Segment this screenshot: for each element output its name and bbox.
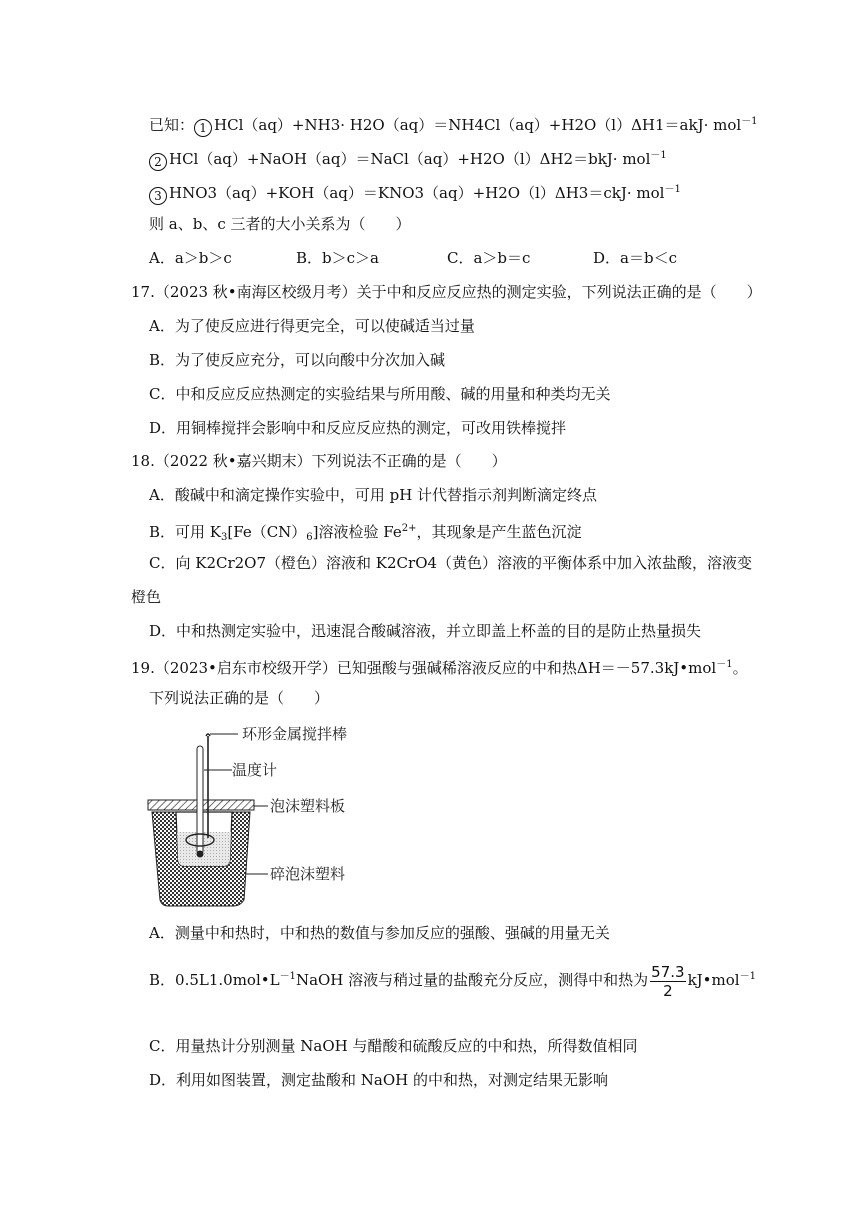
- q19-b-pre: B．0.5L1.0mol•L: [149, 971, 280, 989]
- q17-option-c: C．中和反应反应热测定的实验结果与所用酸、碱的用量和种类均无关: [149, 385, 611, 403]
- eq3-text: HNO3（aq）+KOH（aq）＝KNO3（aq）+H2O（l）ΔH3＝ckJ· mol: [169, 184, 665, 202]
- label-stirrer: 环形金属搅拌棒: [242, 726, 348, 743]
- q19-stem-line2: 下列说法正确的是（ ）: [149, 689, 330, 707]
- eq1-exp: －1: [741, 116, 758, 127]
- q19-stem1-sup: －1: [716, 659, 733, 670]
- q18-b-fe-sup: 2+: [401, 523, 417, 534]
- q18-option-a: A．酸碱中和滴定操作实验中，可用 pH 计代替指示剂判断滴定终点: [149, 486, 598, 504]
- q19-option-d: D．利用如图装置，测定盐酸和 NaOH 的中和热，对测定结果无影响: [149, 1071, 609, 1089]
- q19-b-unit: kJ•mol: [687, 971, 740, 989]
- q19-stem1-end: 。: [732, 659, 748, 677]
- label-foam-board: 泡沫塑料板: [270, 798, 346, 815]
- q19-stem1: 19.（2023•启东市校级开学）已知强酸与强碱稀溶液反应的中和热ΔH＝－57.3kJ•mol: [131, 659, 717, 677]
- q18-b-pre: B．可用 K: [149, 523, 221, 541]
- q19-option-b: [149, 958, 756, 1000]
- circled-number-1: 1: [194, 119, 212, 137]
- circled-number-2: 2: [149, 153, 167, 171]
- q18-b-mid2: ]溶液检验 Fe: [312, 523, 402, 541]
- q18-option-b: [149, 519, 582, 548]
- q16-option-a: A．a＞b＞c: [149, 249, 232, 267]
- given-eq2: [149, 146, 667, 171]
- q19-b-sup1: －1: [279, 971, 296, 982]
- circled-number-3: 3: [149, 187, 167, 205]
- fraction-denominator: 2: [663, 981, 673, 1000]
- q19-stem-line1: [131, 655, 748, 678]
- given-eq3: [149, 180, 681, 205]
- thermometer: [197, 746, 203, 854]
- q16-option-c: C．a＞b＝c: [447, 249, 531, 267]
- q17-stem: 17.（2023 秋•南海区校级月考）关于中和反应反应热的测定实验，下列说法正确的是（ ）: [131, 283, 762, 301]
- thermometer-bulb: [197, 851, 204, 858]
- q18-stem: 18.（2022 秋•嘉兴期末）下列说法不正确的是（ ）: [131, 452, 507, 470]
- given-prefix: 已知：: [149, 116, 195, 134]
- fraction: [650, 963, 685, 1000]
- fraction-numerator: 57.3: [651, 962, 685, 981]
- q18-b-k-sub: 3: [221, 532, 228, 543]
- q19-b-sup2: －1: [739, 971, 756, 982]
- label-thermometer: 温度计: [232, 762, 278, 779]
- q18-option-d: D．中和热测定实验中，迅速混合酸碱溶液，并立即盖上杯盖的目的是防止热量损失: [149, 622, 702, 640]
- q17-option-b: B．为了使反应充分，可以向酸中分次加入碱: [149, 351, 446, 369]
- q19-b-mid: NaOH 溶液与稍过量的盐酸充分反应，测得中和热为: [295, 971, 649, 989]
- q18-option-c-line2: 橙色: [131, 588, 162, 606]
- eq1-text: HCl（aq）+NH3· H2O（aq）＝NH4Cl（aq）+H2O（l）ΔH1＝akJ· mol: [214, 116, 742, 134]
- given-eq1: [149, 112, 758, 137]
- q18-b-mid1: [Fe（CN）: [227, 523, 307, 541]
- eq2-exp: －1: [650, 150, 667, 161]
- q19-option-a: A．测量中和热时，中和热的数值与参加反应的强酸、强碱的用量无关: [149, 924, 610, 942]
- q16-option-b: B．b＞c＞a: [296, 249, 379, 267]
- q16-option-d: D．a＝b＜c: [593, 249, 677, 267]
- calorimeter-figure: [140, 720, 410, 910]
- q16-question: 则 a、b、c 三者的大小关系为（ ）: [149, 215, 411, 233]
- q17-option-a: A．为了使反应进行得更完全，可以使碱适当过量: [149, 317, 475, 335]
- eq2-text: HCl（aq）+NaOH（aq）＝NaCl（aq）+H2O（l）ΔH2＝bkJ· mol: [169, 150, 651, 168]
- label-foam: 碎泡沫塑料: [270, 866, 346, 883]
- liquid: [177, 832, 231, 866]
- q18-b-post: ，其现象是产生蓝色沉淀: [416, 523, 582, 541]
- eq3-exp: －1: [664, 184, 681, 195]
- q17-option-d: D．用铜棒搅拌会影响中和反应反应热的测定，可改用铁棒搅拌: [149, 419, 567, 437]
- q19-option-c: C．用量热计分别测量 NaOH 与醋酸和硫酸反应的中和热，所得数值相同: [149, 1037, 638, 1055]
- q18-b-cn-sub: 6: [306, 532, 313, 543]
- q18-option-c-line1: C．向 K2Cr2O7（橙色）溶液和 K2CrO4（黄色）溶液的平衡体系中加入浓盐酸，溶液变: [149, 554, 753, 572]
